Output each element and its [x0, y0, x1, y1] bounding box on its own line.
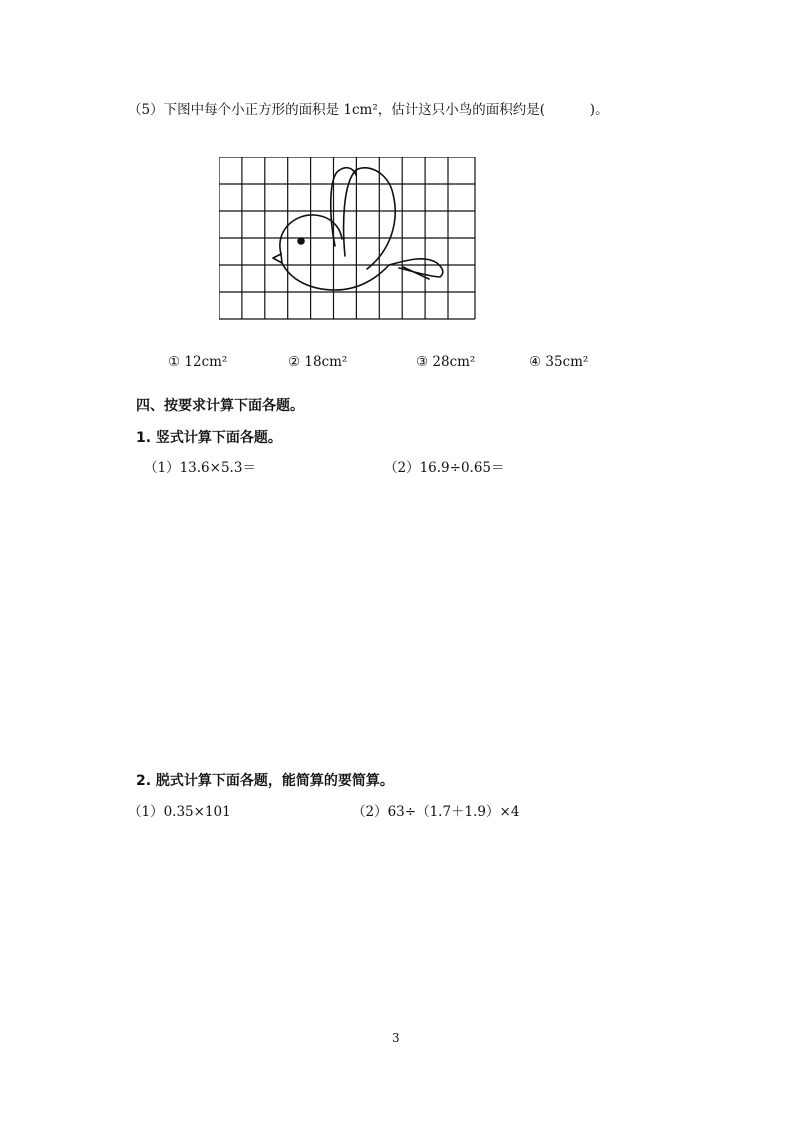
bird-drawing	[273, 168, 443, 290]
bird-on-grid-svg	[219, 157, 477, 321]
vertical-calc-1: （1）13.6×5.3＝	[144, 460, 256, 476]
part-2-title: 2. 脱式计算下面各题，能简算的要简算。	[136, 773, 394, 789]
answer-options	[168, 354, 628, 372]
step-calc-1: （1）0.35×101	[128, 804, 231, 820]
option-2[interactable]: ② 18cm²	[288, 354, 348, 370]
page-number: 3	[392, 1031, 400, 1045]
part-1-title: 1. 竖式计算下面各题。	[136, 430, 282, 446]
grid-lines	[219, 157, 475, 319]
option-4[interactable]: ④ 35cm²	[529, 354, 589, 370]
section-4-title: 四、按要求计算下面各题。	[136, 398, 304, 414]
question-5-text: （5）下图中每个小正方形的面积是 1cm²，估计这只小鸟的面积约是( )。	[128, 102, 609, 118]
bird-grid-figure	[219, 157, 477, 325]
option-3[interactable]: ③ 28cm²	[416, 354, 476, 370]
vertical-calc-2: （2）16.9÷0.65＝	[384, 460, 505, 476]
option-1[interactable]: ① 12cm²	[168, 354, 228, 370]
step-calc-2: （2）63÷（1.7＋1.9）×4	[352, 804, 520, 820]
